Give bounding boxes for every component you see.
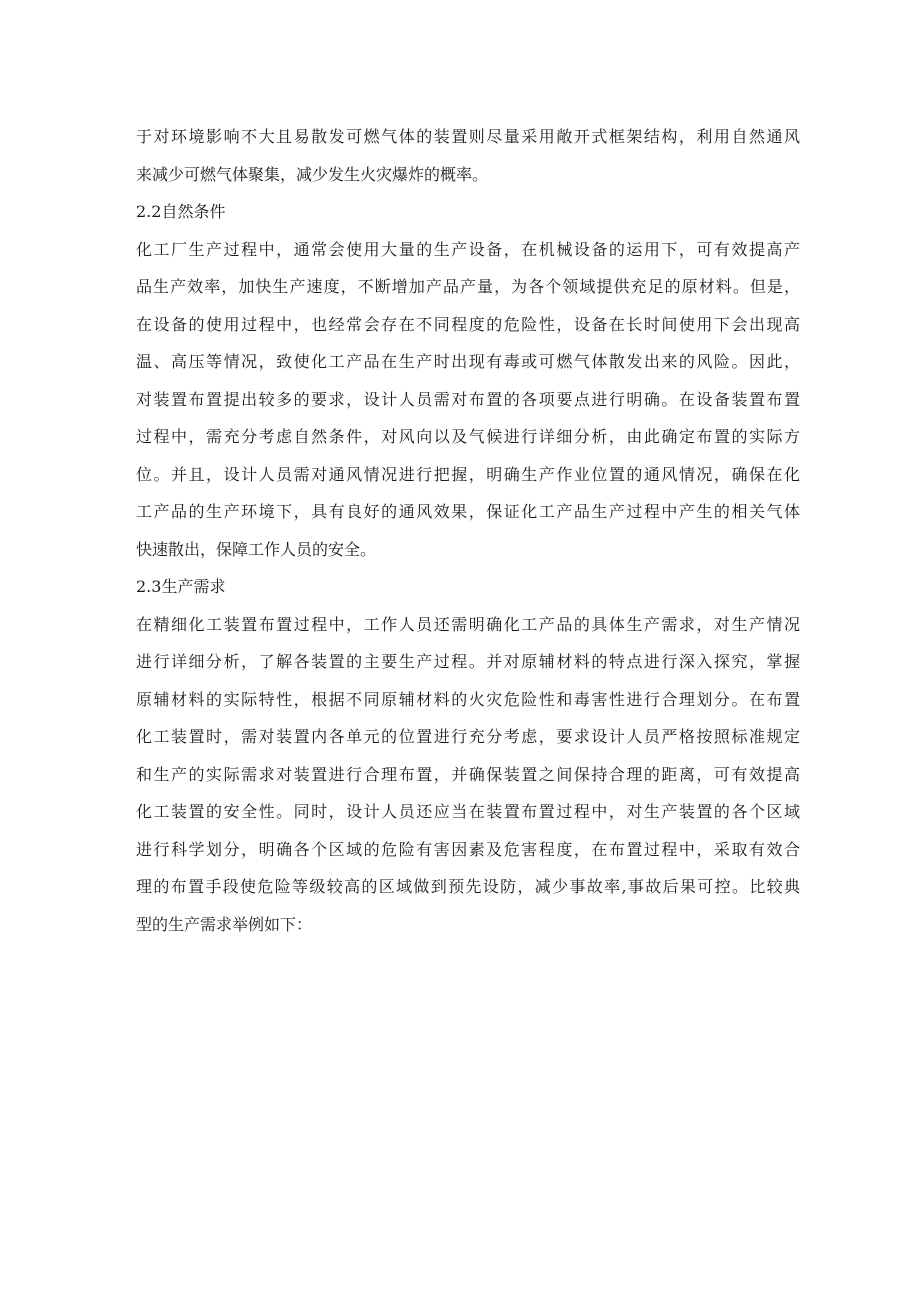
paragraph-natural-conditions <box>136 231 800 569</box>
text-line: 原辅材料的实际特性，根据不同原辅材料的火灾危险性和毒害性进行合理划分。在布置 <box>136 689 800 709</box>
text-line: 化工装置时，需对装置内各单元的位置进行充分考虑，要求设计人员严格按照标准规定 <box>136 727 800 746</box>
text-line: 进行科学划分，明确各个区域的危险有害因素及危害程度，在布置过程中，采取有效合 <box>136 839 800 859</box>
text-line: 对装置布置提出较多的要求，设计人员需对布置的各项要点进行明确。在设备装置布置 <box>136 389 800 409</box>
document-body <box>136 118 800 943</box>
text-line: 在设备的使用过程中，也经常会存在不同程度的危险性，设备在长时间使用下会出现高 <box>136 314 800 334</box>
text-line: 品生产效率，加快生产速度，不断增加产品产量，为各个领域提供充足的原材料。但是， <box>136 277 800 296</box>
text-line: 位。并且，设计人员需对通风情况进行把握，明确生产作业位置的通风情况，确保在化 <box>136 464 800 484</box>
section-heading-2-3: 2.3生产需求 <box>136 577 226 596</box>
text-line: 来减少可燃气体聚集，减少发生火灾爆炸的概率。 <box>136 164 489 184</box>
text-line: 温、高压等情况，致使化工产品在生产时出现有毒或可燃气体散发出来的风险。因此， <box>136 352 800 371</box>
text-line: 于对环境影响不大且易散发可燃气体的装置则尽量采用敞开式框架结构，利用自然通风 <box>136 127 800 146</box>
paragraph-production-requirements <box>136 606 800 944</box>
paragraph-ventilation-structure <box>136 118 800 193</box>
text-line: 和生产的实际需求对装置进行合理布置，并确保装置之间保持合理的距离，可有效提高 <box>136 764 800 784</box>
text-line: 快速散出，保障工作人员的安全。 <box>136 539 377 559</box>
section-heading-2-2: 2.2自然条件 <box>136 202 226 221</box>
text-line: 进行详细分析，了解各装置的主要生产过程。并对原辅材料的特点进行深入探究，掌握 <box>136 652 800 671</box>
text-line: 化工厂生产过程中，通常会使用大量的生产设备，在机械设备的运用下，可有效提高产 <box>136 239 800 259</box>
text-line: 工产品的生产环境下，具有良好的通风效果，保证化工产品生产过程中产生的相关气体 <box>136 502 800 521</box>
text-line: 化工装置的安全性。同时，设计人员还应当在装置布置过程中，对生产装置的各个区域 <box>136 802 800 821</box>
text-line: 过程中，需充分考虑自然条件，对风向以及气候进行详细分析，由此确定布置的实际方 <box>136 427 800 446</box>
text-line: 理的布置手段使危险等级较高的区域做到预先设防，减少事故率,事故后果可控。比较典 <box>136 877 800 896</box>
text-line: 在精细化工装置布置过程中，工作人员还需明确化工产品的具体生产需求，对生产情况 <box>136 614 800 634</box>
text-line: 型的生产需求举例如下： <box>136 914 313 934</box>
